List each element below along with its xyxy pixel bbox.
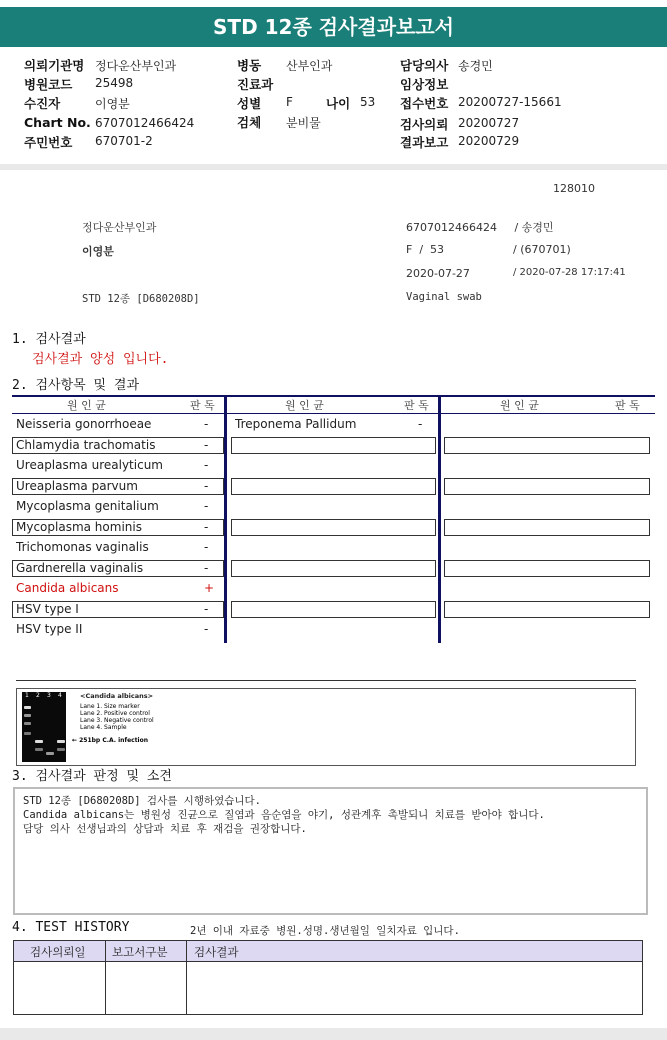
- doctor-label: 담당의사: [400, 58, 449, 73]
- gel-electrophoresis-image: [22, 692, 66, 762]
- header-separator: [0, 164, 667, 170]
- col3-organism-header: 원 인 균: [500, 399, 539, 412]
- sex-value: F: [286, 95, 293, 109]
- result-cell-box: [444, 560, 650, 577]
- column-divider: [438, 397, 441, 643]
- ward-value: 산부인과: [286, 59, 333, 73]
- comment-line: STD 12종 [D680208D] 검사를 시행하였습니다.: [23, 795, 262, 807]
- gel-lane-label: 4: [58, 692, 62, 699]
- history-col-report-type: 보고서구분: [112, 945, 168, 959]
- patient-label: 수진자: [24, 96, 61, 111]
- age-label: 나이: [326, 96, 351, 111]
- result-value: -: [204, 499, 209, 513]
- gel-band: [46, 752, 54, 755]
- comment-line: Candida albicans는 병원성 진균으로 질염과 음순염을 야기, 성관계후 촉발되니 치료를 받아야 합니다.: [23, 809, 545, 821]
- gel-band: [35, 748, 43, 751]
- gel-lane-label: 3: [47, 692, 51, 699]
- info-hospital: 정다운산부인과: [82, 221, 157, 234]
- result-organism-name: Ureaplasma urealyticum: [16, 458, 163, 472]
- age-value: 53: [360, 95, 376, 109]
- col2-result-header: 판 독: [404, 399, 429, 412]
- section3-title: 3. 검사결과 판정 및 소견: [12, 769, 172, 784]
- result-organism-name: Mycoplasma hominis: [16, 519, 142, 534]
- gel-lane-label: 1: [25, 692, 29, 699]
- report-number: 128010: [553, 182, 595, 195]
- comment-line: 담당 의사 선생님과의 상담과 치료 후 재검을 권장합니다.: [23, 823, 307, 835]
- result-organism-name: Chlamydia trachomatis: [16, 437, 156, 452]
- result-cell-box: [444, 437, 650, 454]
- specimen-label: 검체: [237, 115, 262, 130]
- info-request-date: 2020-07-27: [406, 267, 470, 280]
- gel-band: [24, 706, 31, 709]
- result-cell-box: [231, 437, 436, 454]
- section1-title: 1. 검사결과: [12, 332, 86, 347]
- gel-band: [57, 748, 65, 751]
- result-organism-name: HSV type I: [16, 601, 79, 616]
- history-header-row: [14, 941, 642, 962]
- sex-label: 성별: [237, 96, 262, 111]
- history-note: 2년 이내 자료중 병원.성명.생년월일 일치자료 입니다.: [190, 925, 460, 937]
- result-cell-box: [12, 560, 224, 577]
- info-test-name: STD 12종 [D680208D]: [82, 293, 200, 305]
- result-value: +: [204, 581, 215, 595]
- history-table: [13, 940, 643, 1015]
- info-dob: / (670701): [513, 243, 571, 256]
- result-cell-box: [12, 437, 224, 454]
- result-value: -: [204, 560, 209, 575]
- info-patient: 이영분: [82, 245, 114, 258]
- gel-legend-item: Lane 3. Negative control: [80, 717, 154, 724]
- request-label: 검사의뢰: [400, 117, 449, 132]
- col2-organism-header: 원 인 균: [285, 399, 324, 412]
- col3-result-header: 판 독: [615, 399, 640, 412]
- history-col-result: 검사결과: [194, 945, 239, 959]
- section2-title: 2. 검사항목 및 결과: [12, 378, 140, 393]
- result-cell-box: [231, 560, 436, 577]
- code-label: 병원코드: [24, 77, 73, 92]
- result-organism-name: Ureaplasma parvum: [16, 478, 138, 493]
- result-value: -: [418, 417, 423, 431]
- result-organism-name: Neisseria gonorrhoeae: [16, 417, 152, 431]
- result-value: -: [204, 437, 209, 452]
- result-cell-box: [231, 478, 436, 495]
- result-cell-box: [231, 601, 436, 618]
- result-organism-name: HSV type II: [16, 622, 83, 636]
- receipt-label: 접수번호: [400, 96, 449, 111]
- history-col-divider: [105, 941, 106, 1014]
- result-cell-box: [12, 519, 224, 536]
- gel-legend-item: Lane 4. Sample: [80, 724, 127, 731]
- result-value: -: [204, 458, 209, 472]
- result-cell-box: [444, 601, 650, 618]
- chart-value: 6707012466424: [95, 116, 195, 130]
- result-value: -: [204, 601, 209, 616]
- result-value: -: [204, 622, 209, 636]
- rrn-value: 670701-2: [95, 134, 153, 148]
- comment-box: [13, 787, 648, 915]
- request-value: 20200727: [458, 116, 520, 130]
- report-header: [0, 56, 667, 165]
- gel-band: [24, 732, 31, 735]
- gel-legend: [80, 703, 154, 731]
- history-col-divider: [186, 941, 187, 1014]
- result-value: -: [204, 417, 209, 431]
- gel-band: [24, 722, 31, 725]
- gel-band: [57, 740, 65, 743]
- receipt-value: 20200727-15661: [458, 95, 562, 109]
- hospital-label: 의뢰기관명: [24, 58, 85, 73]
- gel-band: [35, 740, 43, 743]
- result-organism-name: Candida albicans: [16, 581, 119, 595]
- info-chart-doctor: 6707012466424 / 송경민: [406, 221, 554, 234]
- gel-figure: [16, 680, 636, 766]
- result-organism-name: Mycoplasma genitalium: [16, 499, 159, 513]
- gel-frame: [16, 688, 636, 766]
- ward-label: 병동: [237, 58, 262, 73]
- result-value: -: [204, 540, 209, 554]
- section4-title: 4. TEST HISTORY: [12, 920, 130, 935]
- info-specimen: Vaginal swab: [406, 291, 482, 303]
- result-cell-box: [444, 478, 650, 495]
- positive-message: 검사결과 양성 입니다.: [32, 352, 169, 367]
- gel-title: <Candida albicans>: [80, 692, 154, 700]
- result-cell-box: [12, 478, 224, 495]
- hospital-value: 정다운산부인과: [95, 59, 177, 73]
- result-organism-name: Treponema Pallidum: [235, 417, 357, 431]
- report-title: STD 12종 검사결과보고서: [0, 7, 667, 47]
- doctor-value: 송경민: [458, 59, 493, 73]
- result-value: -: [204, 519, 209, 534]
- code-value: 25498: [95, 76, 134, 90]
- result-organism-name: Trichomonas vaginalis: [16, 540, 149, 554]
- clinical-label: 임상정보: [400, 77, 449, 92]
- report-value: 20200729: [458, 134, 520, 148]
- dept-label: 진료과: [237, 77, 274, 92]
- gel-band: [24, 714, 31, 717]
- results-table: [12, 395, 655, 645]
- gel-legend-item: Lane 1. Size marker: [80, 703, 140, 710]
- result-organism-name: Gardnerella vaginalis: [16, 560, 144, 575]
- result-cell-box: [444, 519, 650, 536]
- col1-result-header: 판 독: [190, 399, 215, 412]
- table-header-border: [12, 413, 655, 414]
- column-divider: [224, 397, 227, 643]
- col1-organism-header: 원 인 균: [67, 399, 106, 412]
- result-cell-box: [231, 519, 436, 536]
- patient-value: 이영분: [95, 97, 130, 111]
- info-report-datetime: / 2020-07-28 17:17:41: [513, 267, 626, 278]
- gel-band-label: ← 251bp C.A. infection: [72, 737, 149, 744]
- history-col-request-date: 검사의뢰일: [30, 945, 86, 959]
- chart-label: Chart No.: [24, 115, 91, 130]
- rrn-label: 주민번호: [24, 135, 73, 150]
- specimen-value: 분비물: [286, 116, 321, 130]
- gel-lane-label: 2: [36, 692, 40, 699]
- gel-legend-item: Lane 2. Positive control: [80, 710, 150, 717]
- result-value: -: [204, 478, 209, 493]
- result-cell-box: [12, 601, 224, 618]
- info-sex-age: F / 53: [406, 243, 445, 256]
- report-label: 결과보고: [400, 135, 449, 150]
- table-top-border: [12, 395, 655, 397]
